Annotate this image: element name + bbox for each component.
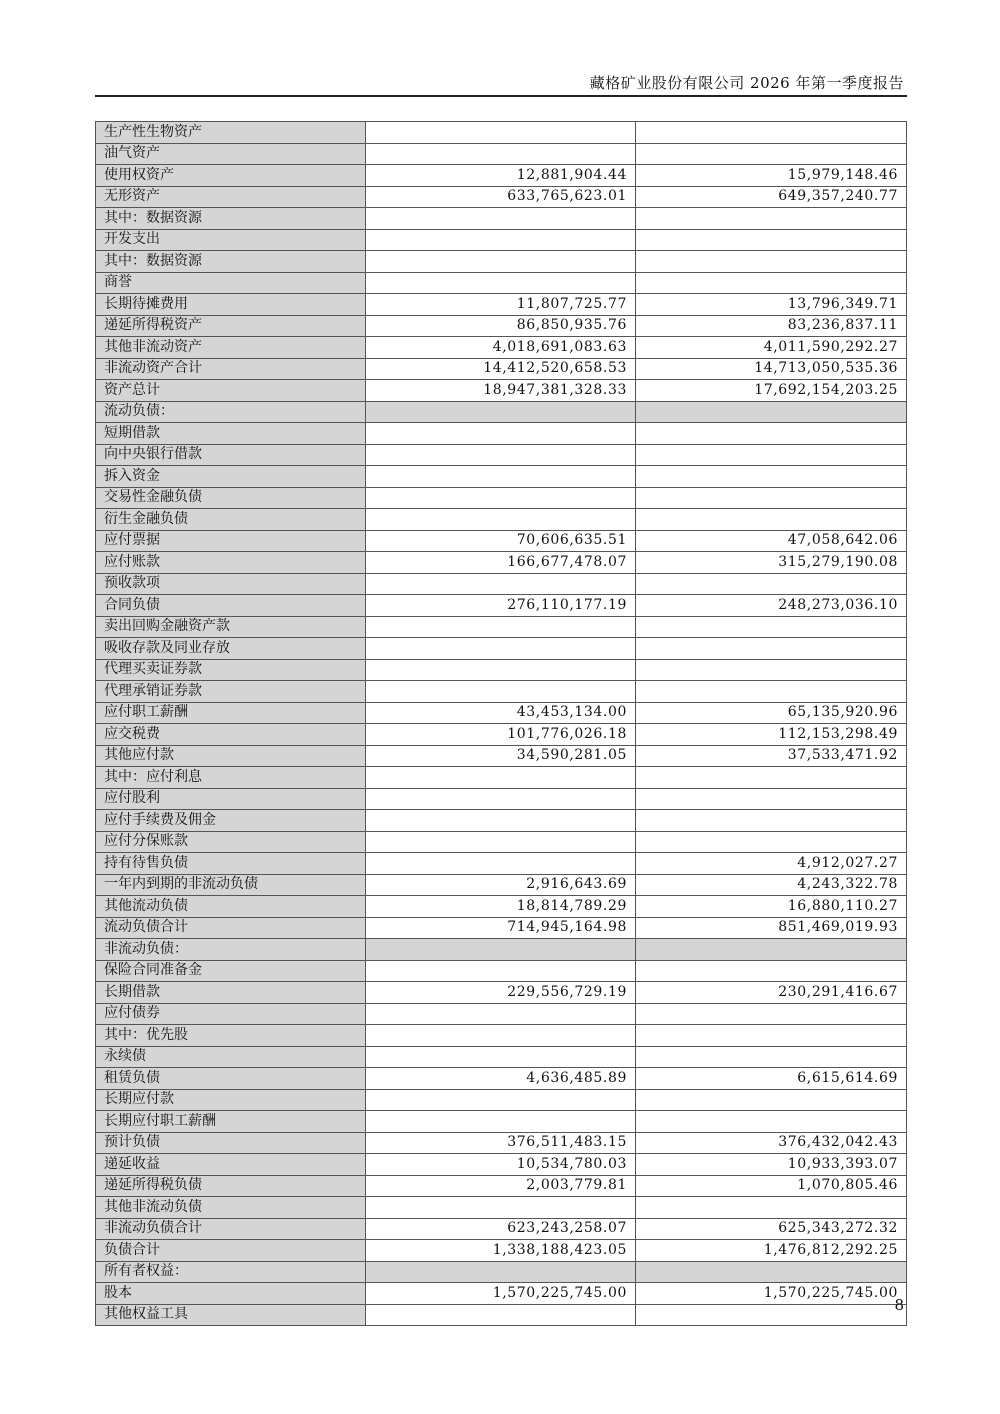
table-row (96, 1046, 907, 1068)
current-period-value (366, 1304, 636, 1326)
current-period-value (366, 1089, 636, 1111)
table-row (96, 509, 907, 531)
table-row (96, 1154, 907, 1176)
current-period-value: 714,945,164.98 (366, 917, 636, 939)
row-label: 长期待摊费用 (96, 294, 366, 316)
section-header-row (96, 1261, 907, 1283)
row-label: 开发支出 (96, 229, 366, 251)
current-period-value: 12,881,904.44 (366, 165, 636, 187)
row-label: 生产性生物资产 (96, 122, 366, 144)
current-period-value (366, 1046, 636, 1068)
table-row (96, 1132, 907, 1154)
current-period-value: 229,556,729.19 (366, 982, 636, 1004)
current-period-value (366, 659, 636, 681)
current-period-value: 18,947,381,328.33 (366, 380, 636, 402)
row-label: 非流动资产合计 (96, 358, 366, 380)
row-label: 流动负债合计 (96, 917, 366, 939)
prior-period-value (636, 681, 907, 703)
prior-period-value: 1,476,812,292.25 (636, 1240, 907, 1262)
prior-period-value: 851,469,019.93 (636, 917, 907, 939)
current-period-value: 276,110,177.19 (366, 595, 636, 617)
table-row (96, 251, 907, 273)
prior-period-value: 17,692,154,203.25 (636, 380, 907, 402)
section-header-row (96, 401, 907, 423)
row-label: 递延收益 (96, 1154, 366, 1176)
table-row (96, 1197, 907, 1219)
row-label: 预收款项 (96, 573, 366, 595)
current-period-value (366, 638, 636, 660)
row-label: 非流动负债： (96, 939, 366, 961)
row-label: 所有者权益： (96, 1261, 366, 1283)
current-period-value (366, 1111, 636, 1133)
row-label: 股本 (96, 1283, 366, 1305)
row-label: 交易性金融负债 (96, 487, 366, 509)
row-label: 递延所得税资产 (96, 315, 366, 337)
current-period-value (366, 251, 636, 273)
current-period-value (366, 401, 636, 423)
current-period-value: 18,814,789.29 (366, 896, 636, 918)
row-label: 其他权益工具 (96, 1304, 366, 1326)
prior-period-value: 376,432,042.43 (636, 1132, 907, 1154)
row-label: 其中：应付利息 (96, 767, 366, 789)
current-period-value (366, 466, 636, 488)
prior-period-value (636, 509, 907, 531)
prior-period-value (636, 788, 907, 810)
row-label: 应付票据 (96, 530, 366, 552)
current-period-value: 4,636,485.89 (366, 1068, 636, 1090)
current-period-value (366, 1261, 636, 1283)
row-label: 合同负债 (96, 595, 366, 617)
prior-period-value: 230,291,416.67 (636, 982, 907, 1004)
row-label: 应付账款 (96, 552, 366, 574)
table-row (96, 186, 907, 208)
table-row (96, 272, 907, 294)
current-period-value: 101,776,026.18 (366, 724, 636, 746)
row-label: 拆入资金 (96, 466, 366, 488)
table-row (96, 702, 907, 724)
row-label: 其他流动负债 (96, 896, 366, 918)
current-period-value (366, 1197, 636, 1219)
current-period-value (366, 423, 636, 445)
header-divider (95, 95, 907, 97)
prior-period-value (636, 272, 907, 294)
prior-period-value (636, 401, 907, 423)
table-row (96, 358, 907, 380)
row-label: 应交税费 (96, 724, 366, 746)
prior-period-value (636, 423, 907, 445)
prior-period-value (636, 1111, 907, 1133)
prior-period-value (636, 1197, 907, 1219)
table-row (96, 208, 907, 230)
table-row (96, 1089, 907, 1111)
prior-period-value: 112,153,298.49 (636, 724, 907, 746)
row-label: 永续债 (96, 1046, 366, 1068)
prior-period-value (636, 122, 907, 144)
prior-period-value (636, 659, 907, 681)
current-period-value (366, 810, 636, 832)
row-label: 其他非流动资产 (96, 337, 366, 359)
table-row (96, 1240, 907, 1262)
table-row (96, 638, 907, 660)
current-period-value: 14,412,520,658.53 (366, 358, 636, 380)
table-row (96, 487, 907, 509)
current-period-value (366, 143, 636, 165)
prior-period-value (636, 767, 907, 789)
row-label: 递延所得税负债 (96, 1175, 366, 1197)
row-label: 应付分保账款 (96, 831, 366, 853)
prior-period-value (636, 831, 907, 853)
table-row (96, 1304, 907, 1326)
current-period-value (366, 939, 636, 961)
row-label: 其中：数据资源 (96, 251, 366, 273)
table-row (96, 530, 907, 552)
current-period-value (366, 853, 636, 875)
row-label: 代理承销证券款 (96, 681, 366, 703)
row-label: 衍生金融负债 (96, 509, 366, 531)
prior-period-value: 14,713,050,535.36 (636, 358, 907, 380)
current-period-value (366, 788, 636, 810)
row-label: 长期应付职工薪酬 (96, 1111, 366, 1133)
prior-period-value: 1,570,225,745.00 (636, 1283, 907, 1305)
report-header-title: 藏格矿业股份有限公司 2026 年第一季度报告 (589, 74, 904, 92)
current-period-value: 1,570,225,745.00 (366, 1283, 636, 1305)
current-period-value (366, 573, 636, 595)
row-label: 预计负债 (96, 1132, 366, 1154)
current-period-value (366, 681, 636, 703)
current-period-value: 376,511,483.15 (366, 1132, 636, 1154)
table-row (96, 573, 907, 595)
table-row (96, 294, 907, 316)
current-period-value: 34,590,281.05 (366, 745, 636, 767)
prior-period-value (636, 1046, 907, 1068)
current-period-value: 43,453,134.00 (366, 702, 636, 724)
row-label: 一年内到期的非流动负债 (96, 874, 366, 896)
current-period-value (366, 487, 636, 509)
row-label: 负债合计 (96, 1240, 366, 1262)
table-row (96, 724, 907, 746)
table-row (96, 315, 907, 337)
row-label: 代理买卖证券款 (96, 659, 366, 681)
row-label: 短期借款 (96, 423, 366, 445)
prior-period-value: 10,933,393.07 (636, 1154, 907, 1176)
current-period-value (366, 444, 636, 466)
table-row (96, 1218, 907, 1240)
table-row (96, 423, 907, 445)
table-row (96, 122, 907, 144)
prior-period-value: 37,533,471.92 (636, 745, 907, 767)
current-period-value (366, 767, 636, 789)
row-label: 卖出回购金融资产款 (96, 616, 366, 638)
prior-period-value (636, 229, 907, 251)
table-row (96, 896, 907, 918)
row-label: 租赁负债 (96, 1068, 366, 1090)
current-period-value: 2,003,779.81 (366, 1175, 636, 1197)
prior-period-value (636, 573, 907, 595)
prior-period-value: 83,236,837.11 (636, 315, 907, 337)
current-period-value: 4,018,691,083.63 (366, 337, 636, 359)
row-label: 向中央银行借款 (96, 444, 366, 466)
prior-period-value (636, 638, 907, 660)
table-row (96, 767, 907, 789)
row-label: 其他应付款 (96, 745, 366, 767)
table-row (96, 1003, 907, 1025)
row-label: 保险合同准备金 (96, 960, 366, 982)
prior-period-value (636, 143, 907, 165)
table-row (96, 982, 907, 1004)
prior-period-value (636, 939, 907, 961)
current-period-value: 166,677,478.07 (366, 552, 636, 574)
table-row (96, 616, 907, 638)
current-period-value (366, 1003, 636, 1025)
table-row (96, 917, 907, 939)
prior-period-value (636, 1261, 907, 1283)
prior-period-value: 4,243,322.78 (636, 874, 907, 896)
table-row (96, 1283, 907, 1305)
row-label: 应付职工薪酬 (96, 702, 366, 724)
prior-period-value (636, 444, 907, 466)
table-row (96, 810, 907, 832)
prior-period-value (636, 1025, 907, 1047)
table-row (96, 681, 907, 703)
current-period-value (366, 831, 636, 853)
prior-period-value: 65,135,920.96 (636, 702, 907, 724)
row-label: 其他非流动负债 (96, 1197, 366, 1219)
row-label: 其中：数据资源 (96, 208, 366, 230)
prior-period-value: 649,357,240.77 (636, 186, 907, 208)
table-row (96, 337, 907, 359)
prior-period-value: 15,979,148.46 (636, 165, 907, 187)
page-number: 8 (894, 1296, 904, 1314)
prior-period-value: 248,273,036.10 (636, 595, 907, 617)
prior-period-value (636, 616, 907, 638)
table-row (96, 466, 907, 488)
row-label: 持有待售负债 (96, 853, 366, 875)
current-period-value (366, 229, 636, 251)
table-row (96, 1111, 907, 1133)
prior-period-value: 16,880,110.27 (636, 896, 907, 918)
prior-period-value (636, 251, 907, 273)
table-row (96, 1175, 907, 1197)
current-period-value: 11,807,725.77 (366, 294, 636, 316)
prior-period-value: 315,279,190.08 (636, 552, 907, 574)
current-period-value (366, 1025, 636, 1047)
row-label: 应付手续费及佣金 (96, 810, 366, 832)
prior-period-value (636, 1003, 907, 1025)
current-period-value: 86,850,935.76 (366, 315, 636, 337)
current-period-value: 1,338,188,423.05 (366, 1240, 636, 1262)
row-label: 非流动负债合计 (96, 1218, 366, 1240)
balance-sheet-body (96, 122, 907, 1326)
current-period-value: 2,916,643.69 (366, 874, 636, 896)
prior-period-value (636, 208, 907, 230)
current-period-value (366, 272, 636, 294)
prior-period-value (636, 810, 907, 832)
table-row (96, 1068, 907, 1090)
table-row (96, 143, 907, 165)
table-row (96, 165, 907, 187)
row-label: 吸收存款及同业存放 (96, 638, 366, 660)
prior-period-value: 1,070,805.46 (636, 1175, 907, 1197)
prior-period-value: 47,058,642.06 (636, 530, 907, 552)
prior-period-value (636, 466, 907, 488)
current-period-value (366, 208, 636, 230)
table-row (96, 595, 907, 617)
row-label: 流动负债： (96, 401, 366, 423)
table-row (96, 1025, 907, 1047)
row-label: 油气资产 (96, 143, 366, 165)
row-label: 长期应付款 (96, 1089, 366, 1111)
row-label: 应付股利 (96, 788, 366, 810)
prior-period-value (636, 1089, 907, 1111)
row-label: 其中：优先股 (96, 1025, 366, 1047)
prior-period-value: 4,011,590,292.27 (636, 337, 907, 359)
current-period-value (366, 616, 636, 638)
table-row (96, 659, 907, 681)
current-period-value (366, 960, 636, 982)
table-row (96, 788, 907, 810)
table-row (96, 831, 907, 853)
row-label: 商誉 (96, 272, 366, 294)
table-row (96, 853, 907, 875)
row-label: 应付债券 (96, 1003, 366, 1025)
table-row (96, 444, 907, 466)
table-row (96, 552, 907, 574)
balance-sheet-table (95, 121, 907, 1326)
prior-period-value: 4,912,027.27 (636, 853, 907, 875)
table-row (96, 380, 907, 402)
current-period-value: 633,765,623.01 (366, 186, 636, 208)
prior-period-value: 6,615,614.69 (636, 1068, 907, 1090)
row-label: 无形资产 (96, 186, 366, 208)
row-label: 使用权资产 (96, 165, 366, 187)
current-period-value (366, 122, 636, 144)
table-row (96, 960, 907, 982)
table-row (96, 229, 907, 251)
row-label: 长期借款 (96, 982, 366, 1004)
prior-period-value (636, 487, 907, 509)
current-period-value: 623,243,258.07 (366, 1218, 636, 1240)
section-header-row (96, 939, 907, 961)
row-label: 资产总计 (96, 380, 366, 402)
table-row (96, 745, 907, 767)
current-period-value: 70,606,635.51 (366, 530, 636, 552)
table-row (96, 874, 907, 896)
prior-period-value (636, 960, 907, 982)
current-period-value: 10,534,780.03 (366, 1154, 636, 1176)
current-period-value (366, 509, 636, 531)
prior-period-value: 625,343,272.32 (636, 1218, 907, 1240)
prior-period-value (636, 1304, 907, 1326)
prior-period-value: 13,796,349.71 (636, 294, 907, 316)
